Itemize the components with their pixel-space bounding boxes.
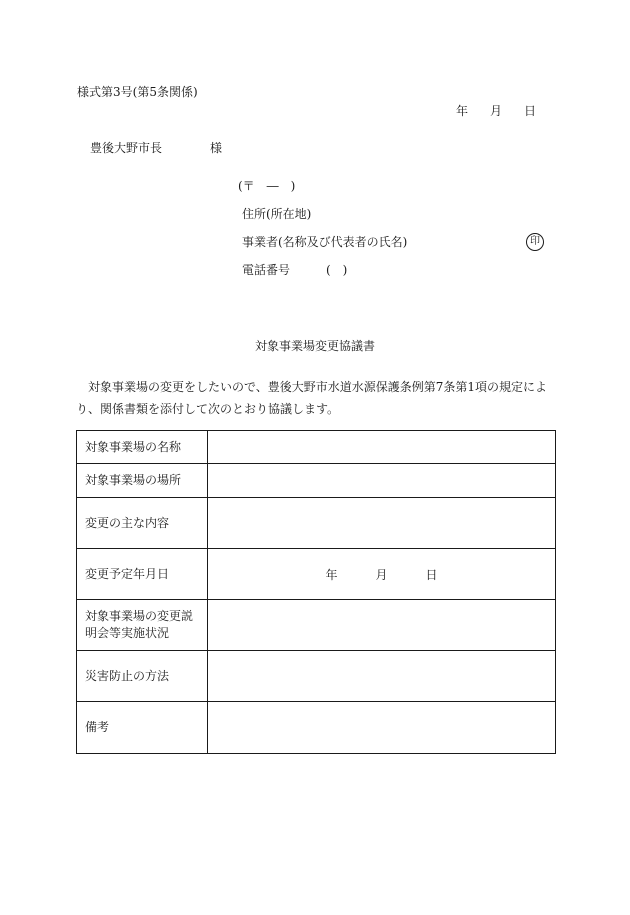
table-row [77,651,556,702]
body-paragraph: 対象事業場の変更をしたいので、豊後大野市水道水源保護条例第7条第1項の規定により、関係書類を添付して次のとおり協議します。 [76,380,548,416]
row-value-remarks[interactable] [208,702,556,754]
addressee [90,142,222,154]
row-label-facility-location: 対象事業場の場所 [77,464,208,498]
address-label: 住所(所在地) [242,207,312,221]
table-row [77,549,556,600]
row-label-facility-name: 対象事業場の名称 [77,431,208,464]
phone-label: 電話番号 [242,263,291,277]
table-row [77,431,556,464]
form-number: 様式第3号(第5条関係) [77,85,198,99]
row-value-facility-location[interactable] [208,464,556,498]
row-value-main-changes[interactable] [208,498,556,549]
consultation-table [76,430,556,754]
seal-mark: 印 [526,233,544,251]
row-label-remarks: 備考 [77,702,208,754]
change-date-year-label: 年 [325,567,338,582]
addressee-name: 豊後大野市長 [90,141,163,155]
row-label-briefing-status: 対象事業場の変更説明会等実施状況 [77,600,208,651]
date-month-label: 月 [489,104,502,118]
row-label-disaster-prevention: 災害防止の方法 [77,651,208,702]
table-row [77,702,556,754]
row-value-briefing-status[interactable] [208,600,556,651]
business-label: 事業者(名称及び代表者の氏名) [242,235,408,249]
table-row [77,498,556,549]
date-day-label: 日 [523,104,536,118]
change-date-day-label: 日 [425,567,438,582]
row-value-facility-name[interactable] [208,431,556,464]
document-title: 対象事業場変更協議書 [254,339,375,353]
row-label-main-changes: 変更の主な内容 [77,498,208,549]
submission-date [456,105,536,117]
body-text [76,376,560,420]
postal-code: (〒 ― ) [238,179,296,193]
row-value-disaster-prevention[interactable] [208,651,556,702]
row-value-change-date[interactable] [208,549,556,600]
table-row [77,464,556,498]
addressee-honorific: 様 [210,141,223,155]
phone-paren: ( ) [326,263,348,277]
change-date-month-label: 月 [375,567,388,582]
date-year-label: 年 [455,104,468,118]
table-row [77,600,556,651]
row-label-change-date: 変更予定年月日 [77,549,208,600]
